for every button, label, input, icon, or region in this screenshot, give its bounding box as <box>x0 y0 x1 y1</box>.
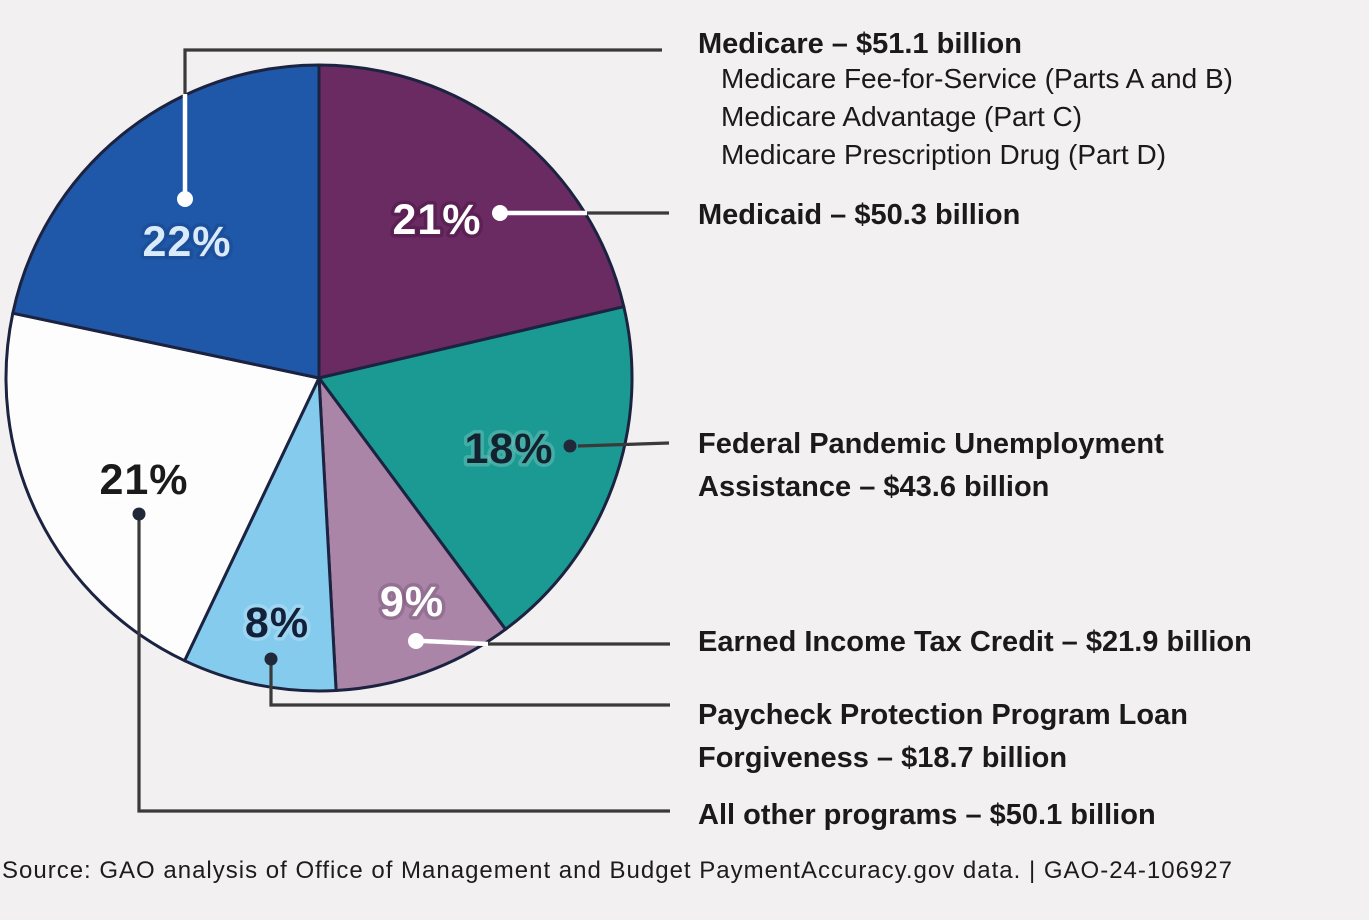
percent-label-ppp: 8% <box>244 599 310 647</box>
callout-medicare: Medicare – $51.1 billion <box>698 28 1022 60</box>
leader-dot-medicaid <box>492 205 508 221</box>
leader-dot-all_other <box>133 508 146 521</box>
callout-all-other-programs: All other programs – $50.1 billion <box>698 799 1156 831</box>
callout-earned-income-tax-credit: Earned Income Tax Credit – $21.9 billion <box>698 626 1252 658</box>
callout-medicare-sub-fee-for-service: Medicare Fee-for-Service (Parts A and B) <box>721 63 1233 94</box>
leader-dot-ppp <box>265 653 278 666</box>
leader-line-light-eitc <box>423 641 488 644</box>
percent-label-all_other: 21% <box>99 456 189 504</box>
callout-paycheck-protection-program: Paycheck Protection Program Loan Forgiveness – $18.7 billion <box>698 699 1188 774</box>
callout-federal-pandemic-unemployment: Federal Pandemic Unemployment Assistance – $43.6 billion <box>698 428 1164 503</box>
leader-dot-eitc <box>408 633 424 649</box>
percent-label-eitc: 9% <box>379 578 445 626</box>
source-note: Source: GAO analysis of Office of Management and Budget PaymentAccuracy.gov data. | GAO-24-106927 <box>2 857 1233 884</box>
callout-medicare-sub-advantage: Medicare Advantage (Part C) <box>721 101 1083 132</box>
leader-dot-medicare <box>177 191 193 207</box>
percent-label-medicare: 22% <box>142 218 232 266</box>
callout-medicaid: Medicaid – $50.3 billion <box>698 199 1021 231</box>
callout-medicare-sub-prescription-drug: Medicare Prescription Drug (Part D) <box>721 139 1167 170</box>
percent-label-medicaid: 21% <box>392 196 482 244</box>
percent-label-fpua: 18% <box>464 425 554 473</box>
leader-dot-fpua <box>564 440 577 453</box>
